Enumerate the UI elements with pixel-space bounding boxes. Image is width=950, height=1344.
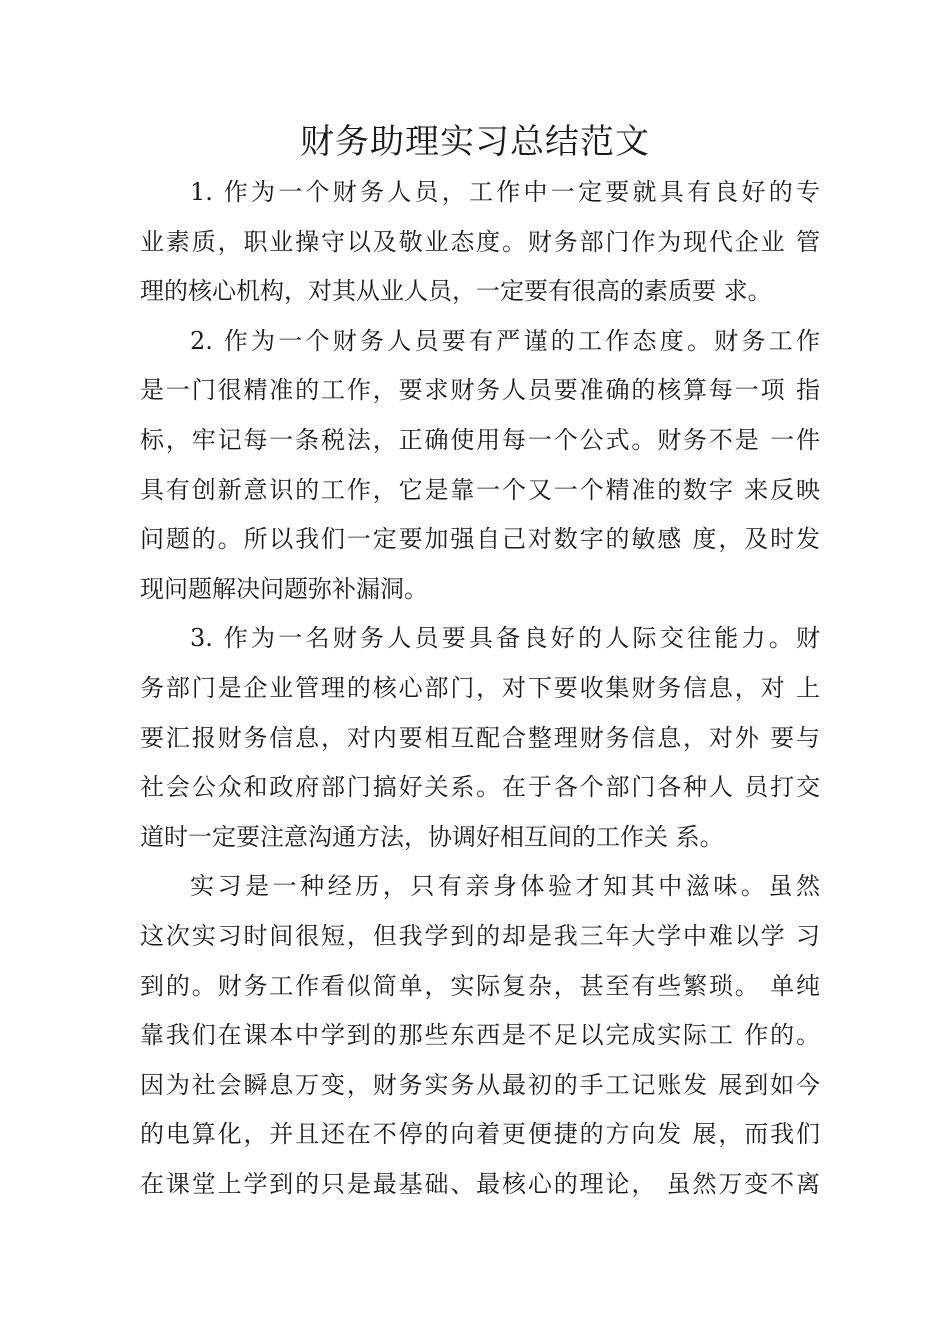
paragraph-line: 务部门是企业管理的核心部门，对下要收集财务信息，对 上 [140, 673, 820, 702]
paragraph-line: 问题的。所以我们一定要加强自己对数字的敏感 度，及时发 [140, 525, 820, 554]
paragraph-line: 3. 作为一名财务人员要具备良好的人际交往能力。财 [190, 624, 820, 653]
paragraph-line: 理的核心机构，对其从业人员，一定要有很高的素质要 求。 [140, 277, 772, 306]
paragraph-line: 是一门很精准的工作，要求财务人员要准确的核算每一项 指 [140, 376, 820, 405]
paragraph-line: 这次实习时间很短，但我学到的却是我三年大学中难以学 习 [140, 921, 820, 950]
paragraph-line: 到的。财务工作看似简单，实际复杂，甚至有些繁琐。 单纯 [140, 971, 820, 1000]
document-title: 财务助理实习总结范文 [300, 122, 650, 162]
paragraph-2 [140, 317, 820, 615]
paragraph-line: 标，牢记每一条税法，正确使用每一个公式。财务不是 一件 [140, 425, 820, 454]
paragraph-3 [140, 614, 820, 862]
paragraph-4 [140, 862, 820, 1209]
paragraph-line: 的电算化，并且还在不停的向着更便捷的方向发 展，而我们 [140, 1120, 820, 1149]
paragraph-line: 社会公众和政府部门搞好关系。在于各个部门各种人 员打交 [140, 773, 820, 802]
paragraph-line: 实习是一种经历，只有亲身体验才知其中滋味。虽然 [190, 872, 820, 901]
paragraph-line: 因为社会瞬息万变，财务实务从最初的手工记账发 展到如今 [140, 1070, 820, 1099]
paragraph-line: 靠我们在课本中学到的那些东西是不足以完成实际工 作的。 [140, 1021, 820, 1050]
paragraph-line: 现问题解决问题弥补漏洞。 [140, 574, 428, 603]
paragraph-line: 2. 作为一个财务人员要有严谨的工作态度。财务工作 [190, 326, 820, 355]
document-body [140, 168, 820, 1209]
paragraph-line: 1. 作为一个财务人员，工作中一定要就具有良好的专 [190, 178, 820, 206]
paragraph-line: 道时一定要注意沟通方法，协调好相互间的工作关 系。 [140, 822, 724, 851]
paragraph-line: 在课堂上学到的只是最基础、最核心的理论， 虽然万变不离 [140, 1169, 820, 1198]
paragraph-1 [140, 168, 820, 317]
paragraph-line: 业素质，职业操守以及敬业态度。财务部门作为现代企业 管 [140, 227, 820, 256]
paragraph-line: 要汇报财务信息，对内要相互配合整理财务信息，对外 要与 [140, 723, 820, 752]
paragraph-line: 具有创新意识的工作，它是靠一个又一个精准的数字 来反映 [140, 475, 820, 504]
